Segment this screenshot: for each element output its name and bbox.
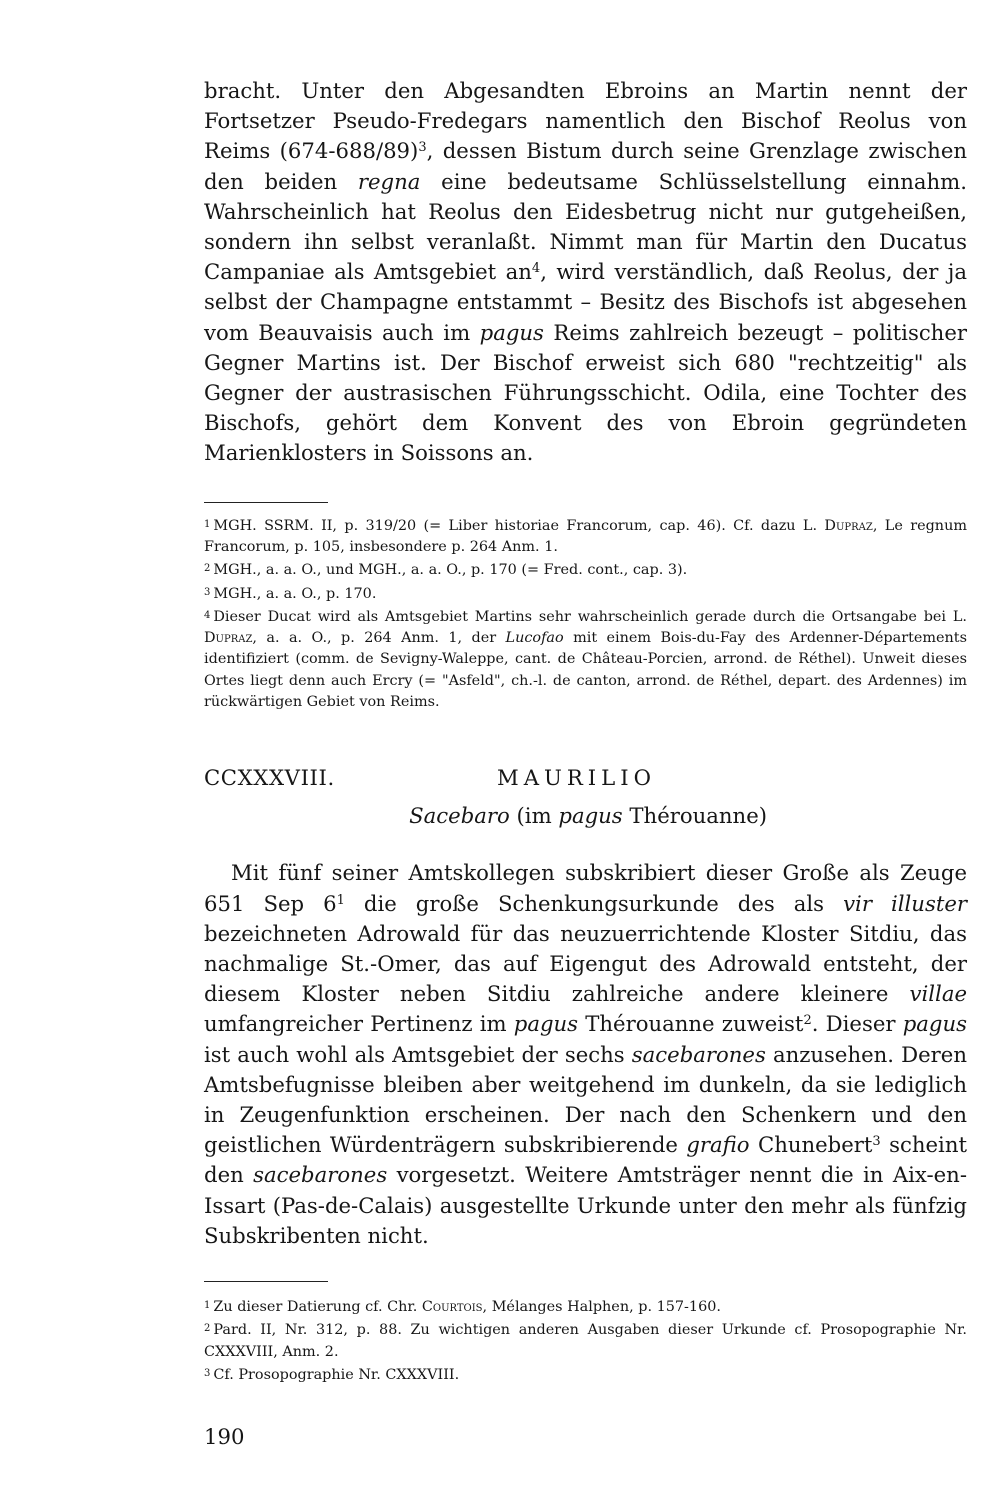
- text-run: Thérouanne zuweist: [578, 1011, 804, 1037]
- footnote-text: , Le regnum Francorum, p. 105, insbesondere p. 264 Anm. 1.: [204, 517, 967, 555]
- footnote-number: 1: [204, 518, 211, 530]
- italic-term: pagus: [479, 319, 544, 345]
- entry-name: MAURILIO: [497, 765, 656, 791]
- footnote-number: 2: [204, 563, 211, 575]
- footnote-text: MGH., a. a. O., und MGH., a. a. O., p. 170 (= Fred. cont., cap. 3).: [213, 562, 688, 579]
- footnote-text: Cf. Prosopographie Nr. CXXXVIII.: [213, 1366, 460, 1383]
- footnote-4: [204, 605, 967, 713]
- text-run: eine bedeutsame Schlüsselstellung einnahm. Wahrscheinlich hat Reolus den Eidesbetrug nicht nur gutgeheißen, sondern ihn selbst veranlaßt. Nimmt man für Martin den Ducatus Campaniae als Amtsgebiet an: [204, 168, 967, 285]
- italic-term: vir illuster: [843, 890, 968, 916]
- footnote-text: MGH., a. a. O., p. 170.: [213, 585, 377, 602]
- text-run: vorgesetzt. Weitere Amtsträger nennt die in Aix-en-Issart (Pas-de-Calais) ausgestellte Urkunde unter den mehr als fünfzig Subskribenten nicht.: [204, 1162, 967, 1248]
- footnotes-previous-entry: [204, 514, 967, 714]
- footnote-number: 1: [204, 1299, 211, 1311]
- footnote-ref: 4: [531, 261, 541, 277]
- footnote-1: [204, 514, 967, 559]
- italic-term: sacebarones: [631, 1041, 766, 1067]
- author-name: Dupraz: [824, 517, 873, 534]
- footnote-text: mit einem Bois-du-Fay des Ardenner-Départements identifiziert (comm. de Sevigny-Waleppe, cant. de Château-Porcien, arrond. de Réthel). Unweit dieses Ortes liegt denn auch Ercry (= "Asfeld", ch.-l. de canton, arrond. de Réthel, depart. des Ardennes) im rückwärtigen Gebiet von Reims.: [204, 630, 967, 711]
- footnote-text: MGH. SSRM. II, p. 319/20 (= Liber historiae Francorum, cap. 46). Cf. dazu L.: [213, 517, 825, 534]
- text-run: bracht. Unter den Abgesandten Ebroins an Martin nennt der Fortsetzer Pseudo-Fredegars namentlich den Bischof Reolus von Reims (674-688/89): [204, 78, 967, 164]
- page-content: [204, 76, 967, 1449]
- italic-term: grafio: [686, 1132, 750, 1158]
- italic-term: pagus: [902, 1011, 967, 1037]
- text-run: Mit fünf seiner Amtskollegen subskribiert dieser Große als Zeuge 651 Sep 6: [204, 860, 967, 916]
- footnote-text: Pard. II, Nr. 312, p. 88. Zu wichtigen anderen Ausgaben dieser Urkunde cf. Prosopographie Nr. CXXXVIII, Anm. 2.: [204, 1322, 967, 1360]
- italic-term: Lucofao: [505, 630, 564, 647]
- entry-subheading: [204, 801, 967, 831]
- text-run: Reims zahlreich bezeugt – politischer Gegner Martins ist. Der Bischof erweist sich 680 "rechtzeitig" als Gegner der austrasischen Führungsschicht. Odila, eine Tochter des Bischofs, gehört dem Konvent des von Ebroin gegründeten Marienklosters in Soissons an.: [204, 319, 967, 466]
- entry-number: CCXXXVIII.: [204, 765, 335, 791]
- text-run: , dessen Bistum durch seine Grenzlage zwischen den beiden: [204, 138, 968, 194]
- page-number: 190: [204, 1424, 245, 1450]
- footnotes-entry: [204, 1295, 967, 1386]
- footnote-number: 2: [204, 1323, 211, 1335]
- italic-term: sacebarones: [253, 1162, 388, 1188]
- text-run: ist auch wohl als Amtsgebiet der sechs: [204, 1041, 632, 1067]
- text-run: anzusehen. Deren Amtsbefugnisse bleiben aber weitgehend im dunkeln, da sie lediglich in Zeugenfunktion erscheinen. Der nach den Schenkern und den geistlichen Würdenträgern subskribierende: [204, 1041, 967, 1158]
- author-name: Dupraz: [204, 630, 253, 647]
- entry-heading: [204, 765, 967, 801]
- text-run: umfangreicher Pertinenz im: [204, 1011, 514, 1037]
- footnote-text: , a. a. O., p. 264 Anm. 1, der: [252, 630, 506, 647]
- subheading-text: Thérouanne): [622, 803, 767, 829]
- footnote-3: [204, 582, 967, 605]
- text-run: die große Schenkungsurkunde des als: [344, 890, 844, 916]
- footnote-ref: 1: [336, 892, 345, 908]
- footnote-3: [204, 1363, 967, 1386]
- text-run: scheint den: [204, 1132, 967, 1188]
- footnote-text: Zu dieser Datierung cf. Chr.: [213, 1298, 422, 1315]
- footnote-2: [204, 558, 967, 581]
- text-run: , wird verständlich, daß Reolus, der ja selbst der Champagne entstammt – Besitz des Bischofs ist abgesehen vom Beauvaisis auch im: [204, 259, 967, 345]
- italic-term: regna: [357, 168, 421, 194]
- footnote-text: Dieser Ducat wird als Amtsgebiet Martins sehr wahrscheinlich gerade durch die Ortsangabe bei L.: [213, 608, 967, 625]
- continued-paragraph: [204, 76, 967, 469]
- footnote-ref: 3: [872, 1134, 881, 1150]
- text-run: Chunebert: [749, 1132, 873, 1158]
- footnote-number: 3: [204, 586, 211, 598]
- footnote-number: 4: [204, 609, 211, 621]
- footnote-text: , Mélanges Halphen, p. 157-160.: [482, 1298, 721, 1315]
- italic-term: pagus: [558, 803, 623, 829]
- author-name: Courtois: [421, 1298, 483, 1315]
- footnote-ref: 3: [418, 140, 427, 156]
- text-run: bezeichneten Adrowald für das neuzuerrichtende Kloster Sitdiu, das nachmalige St.-Omer, das auf Eigengut des Adrowald entsteht, der diesem Kloster neben Sitdiu zahlreiche andere kleinere: [204, 920, 967, 1007]
- subheading-text: (im: [509, 803, 559, 829]
- footnote-1: [204, 1295, 967, 1318]
- footnote-2: [204, 1318, 967, 1363]
- italic-term: pagus: [513, 1011, 579, 1037]
- text-run: . Dieser: [811, 1011, 903, 1037]
- italic-term: villae: [909, 981, 967, 1007]
- italic-term: Sacebaro: [409, 803, 510, 829]
- entry-paragraph: [204, 858, 967, 1251]
- footnote-number: 3: [204, 1367, 211, 1379]
- footnote-ref: 2: [803, 1013, 812, 1029]
